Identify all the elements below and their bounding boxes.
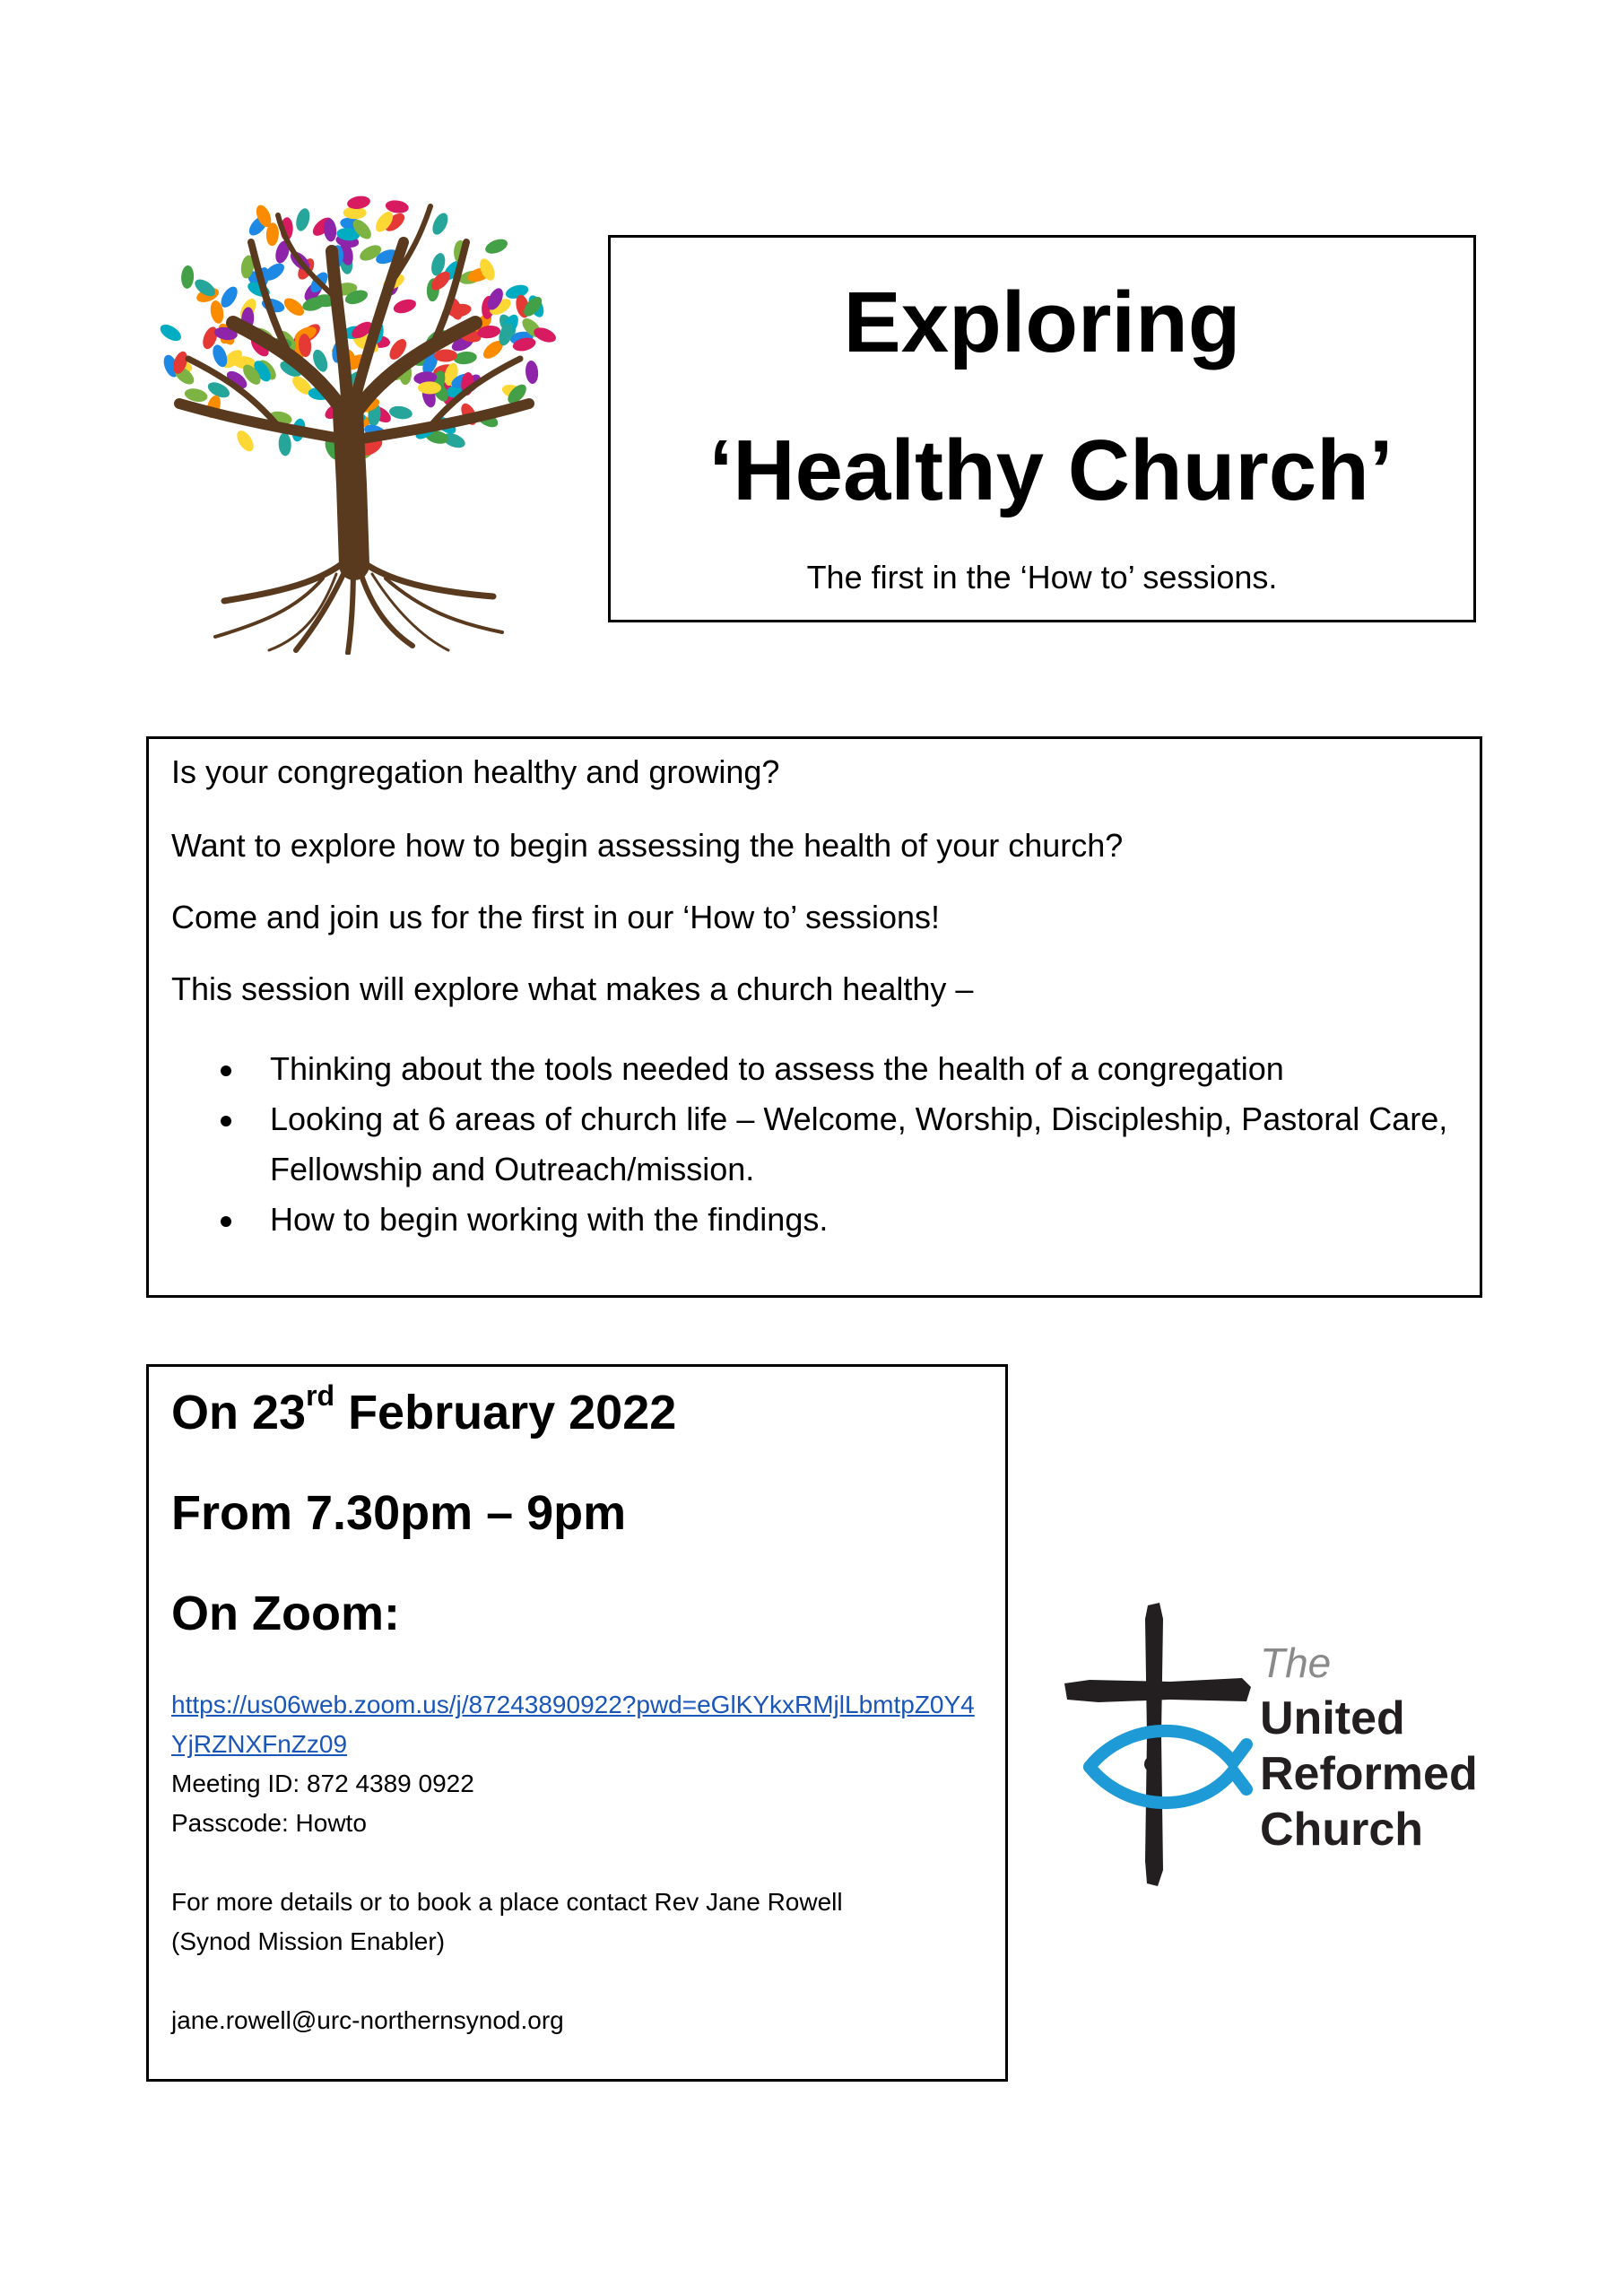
urc-logo bbox=[1063, 1601, 1484, 1888]
leaf bbox=[430, 211, 451, 238]
urc-logo-reformed: Reformed bbox=[1260, 1748, 1478, 1800]
passcode: Passcode: Howto bbox=[171, 1809, 367, 1837]
cross-bar bbox=[1064, 1678, 1251, 1702]
description-box bbox=[146, 736, 1482, 1298]
list-item: Thinking about the tools needed to assess the health of a congregation bbox=[149, 1044, 1458, 1094]
tree-icon bbox=[143, 188, 565, 655]
leaf bbox=[158, 321, 184, 344]
event-date-month-year: February 2022 bbox=[334, 1386, 677, 1439]
page-title: Exploring bbox=[843, 274, 1241, 370]
cross-icon bbox=[1145, 1603, 1163, 1886]
urc-logo-church: Church bbox=[1260, 1804, 1423, 1856]
event-details-box bbox=[146, 1364, 1008, 2082]
list-item: Looking at 6 areas of church life – Welcome, Worship, Discipleship, Pastoral Care, Fellowship and Outreach/mission. bbox=[149, 1094, 1458, 1195]
title-box bbox=[608, 235, 1476, 622]
zoom-link[interactable]: https://us06web.zoom.us/j/87243890922?pwd=eGlKYkxRMjlLbmtpZ0Y4YjRZNXFnZz09 bbox=[171, 1691, 975, 1758]
list-item: How to begin working with the findings. bbox=[149, 1195, 1458, 1245]
urc-logo-the: The bbox=[1260, 1639, 1332, 1686]
leaf bbox=[294, 207, 312, 233]
leaf bbox=[278, 432, 291, 457]
event-platform: On Zoom: bbox=[171, 1587, 400, 1640]
fish-icon bbox=[1090, 1731, 1246, 1803]
urc-logo-united: United bbox=[1260, 1692, 1405, 1744]
contact-email: jane.rowell@urc-northernsynod.org bbox=[171, 2006, 564, 2034]
description-line: This session will explore what makes a church healthy – bbox=[171, 970, 974, 1007]
event-date bbox=[171, 1379, 677, 1440]
leaf bbox=[392, 297, 418, 316]
event-date-suffix: rd bbox=[306, 1379, 335, 1412]
leaf bbox=[180, 265, 194, 290]
leaf bbox=[525, 360, 539, 384]
description-line: Come and join us for the first in our ‘How to’ sessions! bbox=[171, 899, 941, 935]
contact-text: For more details or to book a place contact Rev Jane Rowell bbox=[171, 1888, 843, 1916]
leaf bbox=[483, 237, 509, 257]
bullet-list bbox=[149, 1044, 1458, 1245]
contact-role: (Synod Mission Enabler) bbox=[171, 1927, 446, 1955]
leaf bbox=[388, 404, 413, 421]
event-time: From 7.30pm – 9pm bbox=[171, 1486, 627, 1540]
page-title-line2: ‘Healthy Church’ bbox=[708, 422, 1394, 518]
description-line: Want to explore how to begin assessing the health of your church? bbox=[171, 827, 1124, 864]
tree-logo bbox=[143, 188, 565, 655]
page-subtitle: The first in the ‘How to’ sessions. bbox=[806, 559, 1278, 596]
leaf bbox=[453, 351, 477, 366]
description-line: Is your congregation healthy and growing? bbox=[171, 753, 780, 790]
meeting-id: Meeting ID: 872 4389 0922 bbox=[171, 1770, 474, 1797]
leaf bbox=[234, 428, 257, 454]
event-date-day: On 23 bbox=[171, 1386, 307, 1439]
